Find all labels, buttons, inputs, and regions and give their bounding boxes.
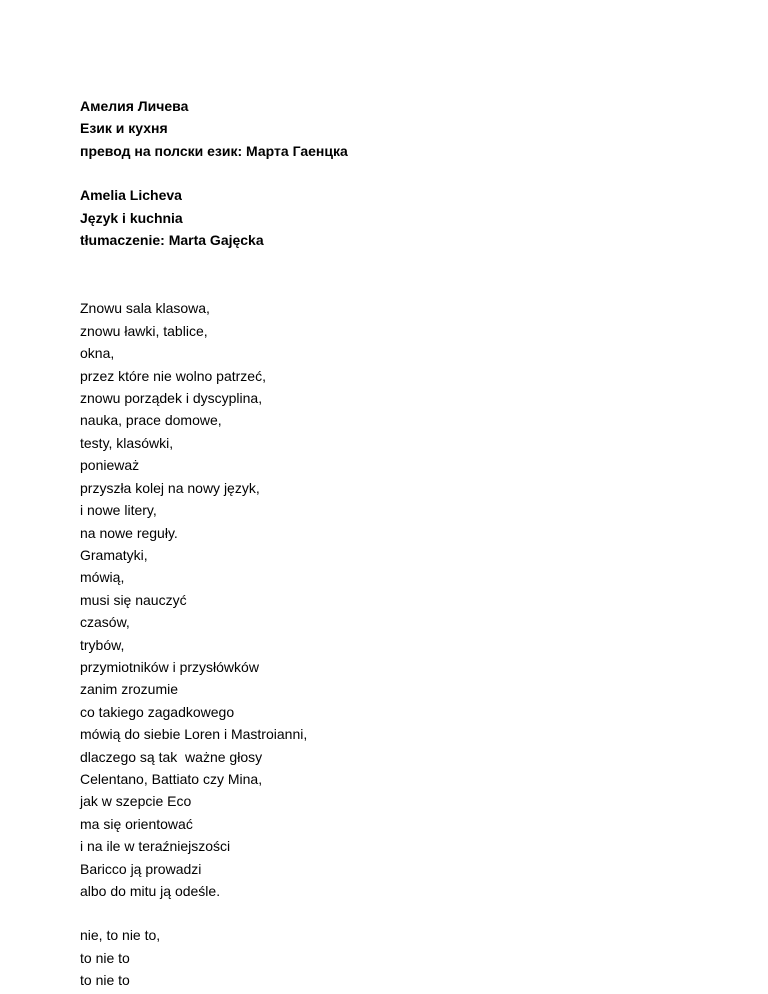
poem-title-pl: Język i kuchnia [80, 209, 183, 226]
poem-line: Celentano, Battiato czy Mina, [80, 770, 263, 787]
poem-line: Baricco ją prowadzi [80, 860, 202, 877]
poem-line: ma się orientować [80, 815, 193, 832]
poem-line: dlaczego są tak ważne głosy [80, 748, 263, 765]
poem-line: przymiotników i przysłówków [80, 658, 259, 675]
poem-line: nie, to nie to, [80, 927, 161, 944]
header-polish [80, 184, 700, 251]
poem-line: albo do mitu ją odeśle. [80, 883, 221, 899]
poem-line: to nie to [80, 949, 130, 966]
poem-line: przez które nie wolno patrzeć, [80, 367, 266, 384]
poem-line: znowu ławki, tablice, [80, 322, 208, 339]
poem-line: to nie to [80, 972, 130, 989]
header-bulgarian [80, 95, 700, 162]
poem-title-bg: Език и кухня [80, 120, 168, 137]
poem-line: Gramatyki, [80, 546, 148, 563]
author-name-pl: Amelia Licheva [80, 187, 182, 204]
poem-line: musi się nauczyć [80, 591, 187, 608]
poem-line: co takiego zagadkowego [80, 703, 235, 720]
author-name-bg: Амелия Личева [80, 98, 189, 114]
translation-credit-pl: tłumaczenie: Marta Gajęcka [80, 232, 264, 249]
poem-line: mówią do siebie Loren i Mastroianni, [80, 726, 308, 743]
poem-line: czasów, [80, 614, 130, 631]
poem-stanza-1 [80, 297, 700, 902]
translation-credit-bg: превод на полски език: Марта Гаенцка [80, 142, 348, 159]
poem-line: mówią, [80, 569, 125, 586]
poem-line: zanim zrozumie [80, 681, 179, 698]
poem-line: ponieważ [80, 457, 140, 474]
poem-line: jak w szepcie Eco [80, 793, 192, 810]
document-content [80, 95, 700, 992]
poem-line: trybów, [80, 636, 125, 653]
poem-line: przyszła kolej na nowy język, [80, 479, 260, 496]
poem-line: i nowe litery, [80, 502, 157, 519]
poem-line: na nowe reguły. [80, 524, 178, 541]
poem-line: i na ile w teraźniejszości [80, 838, 231, 855]
poem-line: znowu porządek i dyscyplina, [80, 390, 263, 407]
poem-body [80, 297, 700, 991]
poem-line: testy, klasówki, [80, 434, 174, 451]
poem-stanza-2 [80, 924, 700, 991]
poem-line: nauka, prace domowe, [80, 412, 222, 429]
poem-line: okna, [80, 345, 115, 362]
poem-line: Znowu sala klasowa, [80, 300, 210, 317]
